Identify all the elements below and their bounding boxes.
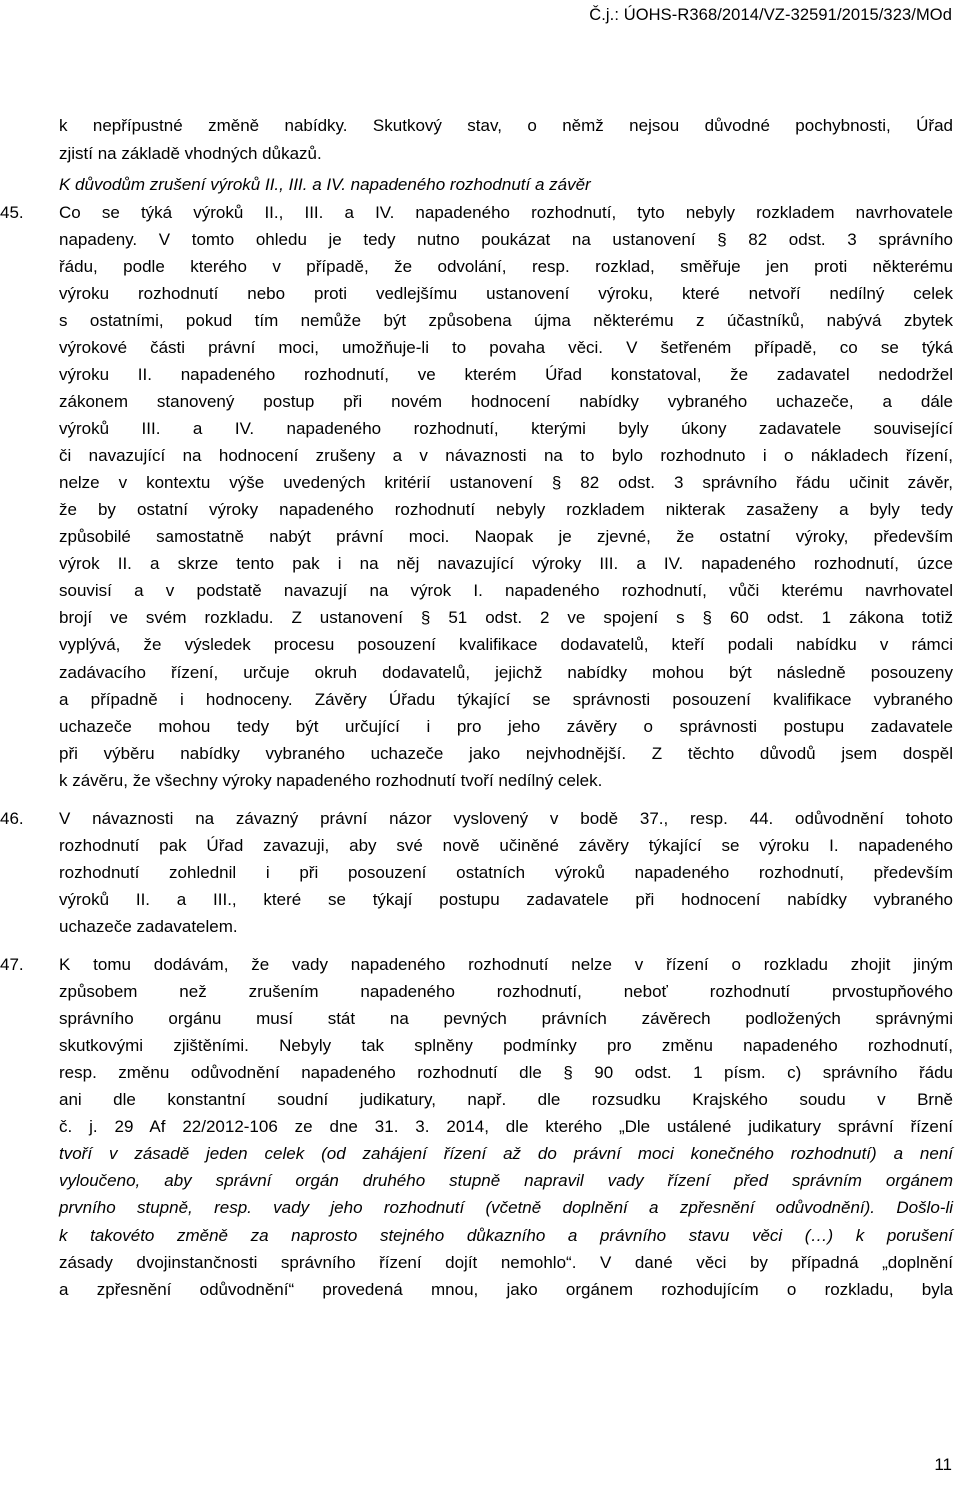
line-text: K tomu dodávám, že vady napadeného rozhodnutí nelze v řízení o rozkladu zhojit jiným: [59, 955, 953, 974]
text-line: [0, 523, 960, 550]
line-text: tvoří v zásadě jeden celek (od zahájení řízení až do právní moci konečného rozhodnutí) a není: [59, 1144, 953, 1164]
text-line: [0, 859, 960, 886]
line-text: výrok II. a skrze tento pak i na něj navazující výroky III. a IV. napadeného rozhodnutí, úzce: [59, 554, 953, 574]
text-line: [0, 1222, 960, 1249]
line-text: uchazeče mohou tedy být určující i pro jeho závěry o správnosti postupu zadavatele: [59, 716, 953, 736]
text-line: [0, 886, 960, 913]
line-text: k takovéto změně za naprosto stejného důkazního a právního stavu věci (…) k porušení: [59, 1225, 953, 1245]
line-text: V návaznosti na závazný právní názor vyslovený v bodě 37., resp. 44. odůvodnění tohoto: [59, 808, 953, 828]
text-line: [0, 469, 960, 496]
line-text: zákonem stanovený postup při novém hodnocení nabídky vybraného uchazeče, a dále: [59, 392, 953, 411]
text-line: [0, 1194, 960, 1221]
line-text: napadeny. V tomto ohledu je tedy nutno poukázat na ustanovení § 82 odst. 3 správního: [59, 229, 953, 249]
text-line: [0, 361, 960, 388]
text-line: [0, 226, 960, 253]
line-text: způsobilé samostatně nabýt právní moci. Naopak je zjevné, že ostatní výroky, především: [59, 527, 953, 547]
line-text: zásady dvojinstančnosti správního řízení dojít nemohlo“. V dané věci by případná „doplnění: [59, 1252, 953, 1272]
text-line: [0, 1086, 960, 1113]
document-reference: Č.j.: ÚOHS-R368/2014/VZ-32591/2015/323/MOd: [589, 6, 952, 24]
line-text: správního orgánu musí stát na pevných právních závěrech podložených správnými: [59, 1009, 953, 1029]
text-line: [0, 832, 960, 859]
line-text: výrokové části právní moci, umožňuje-li to povaha věci. V šetřeném případě, co se týká: [59, 337, 953, 357]
text-line: [0, 388, 960, 415]
paragraph-number-label: 45.: [0, 202, 24, 222]
line-text: resp. změnu odůvodnění napadeného rozhodnutí dle § 90 odst. 1 písm. c) správního řádu: [59, 1063, 953, 1083]
text-line: [0, 550, 960, 577]
text-line: [0, 1249, 960, 1276]
line-text: rozhodnutí zohlednil i při posouzení ostatních výroků napadeného rozhodnutí, především: [59, 862, 953, 882]
text-line: [0, 978, 960, 1005]
line-text: k nepřípustné změně nabídky. Skutkový stav, o němž nejsou důvodné pochybnosti, Úřad: [59, 116, 953, 135]
text-line: [0, 604, 960, 631]
text-line: [0, 1276, 960, 1303]
line-text: souvisí a v podstatě navazují na výrok I. napadeného rozhodnutí, vůči kterému navrhovatel: [59, 581, 953, 601]
text-line: [0, 171, 960, 198]
line-text: způsobem než zrušením napadeného rozhodnutí, neboť rozhodnutí prvostupňového: [59, 982, 953, 1002]
line-text: vyplývá, že výsledek procesu posouzení kvalifikace dodavatelů, kteří podali nabídku v rámci: [59, 635, 953, 655]
text-line: [0, 686, 960, 713]
line-text: či navazující na hodnocení zrušeny a v návaznosti na to bylo rozhodnuto i o nákladech řízení,: [59, 446, 953, 466]
text-line: [0, 1140, 960, 1167]
text-line: [0, 659, 960, 686]
line-text: Co se týká výroků II., III. a IV. napadeného rozhodnutí, tyto nebyly rozkladem navrhovatele: [59, 202, 953, 222]
line-text: nelze v kontextu výše uvedených kritérií ustanovení § 82 odst. 3 správního řádu učinit závěr,: [59, 473, 953, 493]
line-text: zadávacího řízení, určuje okruh dodavatelů, jejichž nabídky mohou být následně posouzeny: [59, 662, 953, 682]
line-text: výroku II. napadeného rozhodnutí, ve kterém Úřad konstatoval, že zadavatel nedodržel: [59, 364, 953, 384]
text-line: [0, 1032, 960, 1059]
line-text: výroků III. a IV. napadeného rozhodnutí, kterými byly úkony zadavatele související: [59, 419, 953, 439]
line-text: uchazeče zadavatelem.: [59, 916, 238, 936]
line-text: brojí ve svém rozkladu. Z ustanovení § 51 odst. 2 ve spojení s § 60 odst. 1 zákona totiž: [59, 608, 953, 628]
line-text: výroku rozhodnutí nebo proti vedlejšímu ustanovení výroku, které netvoří nedílný celek: [59, 283, 953, 303]
page-number: 11: [934, 1455, 952, 1474]
text-line: [0, 199, 960, 226]
text-line: [0, 913, 960, 940]
line-text: výroků II. a III., které se týkají postupu zadavatele při hodnocení nabídky vybraného: [59, 889, 953, 909]
line-text: řádu, podle kterého v případě, že odvolání, resp. rozklad, směřuje jen proti některému: [59, 256, 953, 276]
line-text: rozhodnutí pak Úřad zavazuji, aby své nově učiněné závěry týkající se výroku I. napadeného: [59, 835, 953, 855]
text-line: [0, 805, 960, 832]
text-line: [0, 112, 960, 139]
line-text: a případně i hodnoceny. Závěry Úřadu týkající se správnosti posouzení kvalifikace vybraného: [59, 689, 953, 709]
line-text: s ostatními, pokud tím nemůže být způsobena újma některému z účastníků, nabývá zbytek: [59, 310, 953, 330]
text-line: [0, 1005, 960, 1032]
text-line: [0, 442, 960, 469]
line-text: že by ostatní výroky napadeného rozhodnutí nebyly rozkladem nikterak zasaženy a byly tedy: [59, 500, 953, 520]
text-line: [0, 767, 960, 794]
text-line: [0, 307, 960, 334]
line-text: ani dle konstantní soudní judikatury, např. dle rozsudku Krajského soudu v Brně: [59, 1090, 953, 1110]
text-line: [0, 280, 960, 307]
section-heading: K důvodům zrušení výroků II., III. a IV. napadeného rozhodnutí a závěr: [59, 175, 591, 195]
line-text: k závěru, že všechny výroky napadeného rozhodnutí tvoří nedílný celek.: [59, 770, 603, 790]
paragraph-number-label: 47.: [0, 955, 24, 974]
text-line: [0, 253, 960, 280]
line-text: a zpřesnění odůvodnění“ provedená mnou, jako orgánem rozhodujícím o rozkladu, byla: [59, 1279, 953, 1299]
text-line: [0, 415, 960, 442]
text-line: [0, 740, 960, 767]
paragraph-number-label: 46.: [0, 808, 24, 828]
line-text: skutkovými zjištěními. Nebyly tak splněny podmínky pro změnu napadeného rozhodnutí,: [59, 1036, 953, 1056]
line-text: při výběru nabídky vybraného uchazeče jako nejvhodnější. Z těchto důvodů jsem dospěl: [59, 743, 953, 763]
text-line: [0, 140, 960, 167]
text-line: [0, 1113, 960, 1140]
text-line: [0, 1167, 960, 1194]
line-text: vyloučeno, aby správní orgán druhého stupně napravil vady řízení před správním orgánem: [59, 1171, 953, 1191]
text-line: [0, 713, 960, 740]
text-line: [0, 496, 960, 523]
line-text: prvního stupně, resp. vady jeho rozhodnutí (včetně doplnění a zpřesnění odůvodnění). Došlo-li: [59, 1198, 953, 1218]
line-text: zjistí na základě vhodných důkazů.: [59, 144, 322, 164]
text-line: [0, 951, 960, 978]
text-line: [0, 334, 960, 361]
text-line: [0, 631, 960, 658]
text-line: [0, 577, 960, 604]
text-line: [0, 1059, 960, 1086]
line-text: č. j. 29 Af 22/2012-106 ze dne 31. 3. 2014, dle kterého „Dle ustálené judikatury správní řízení: [59, 1117, 953, 1137]
